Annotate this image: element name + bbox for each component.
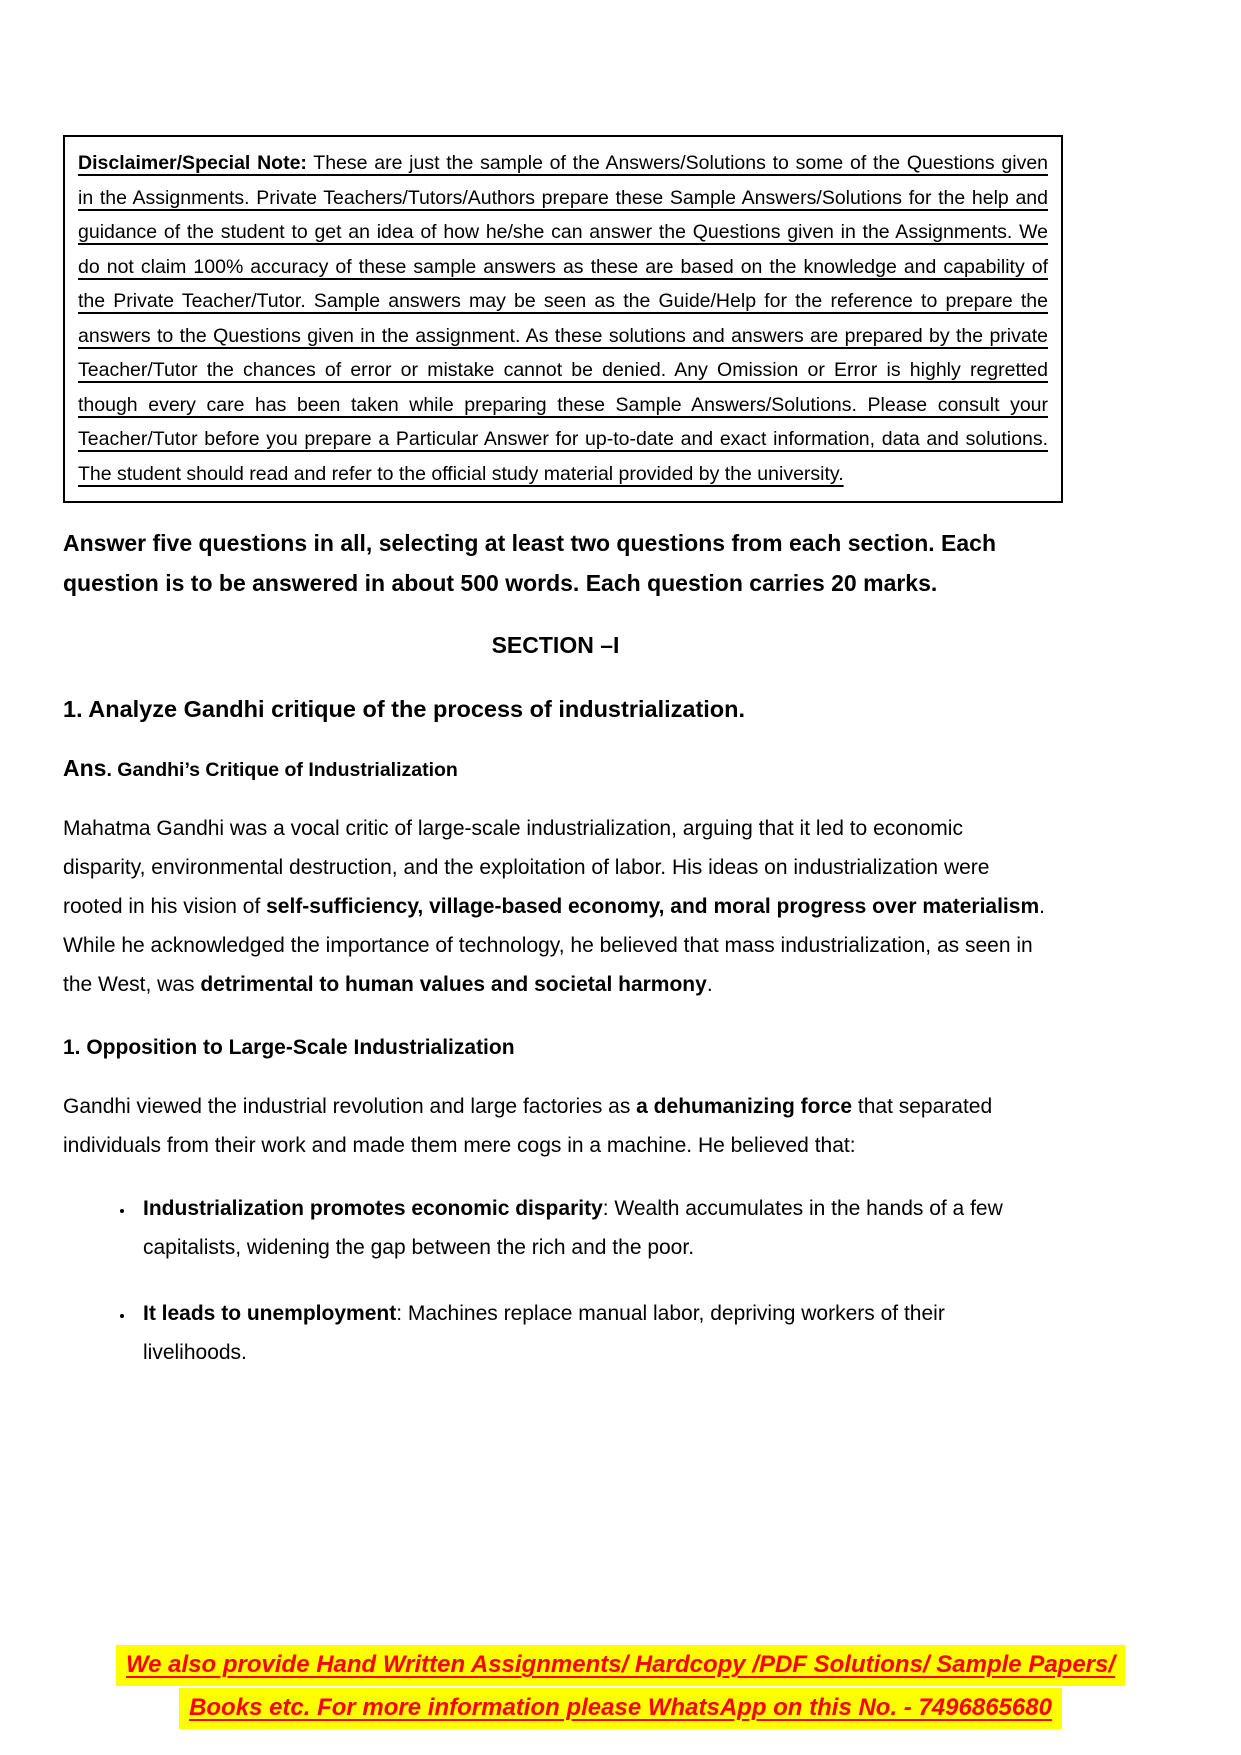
disclaimer-box (63, 135, 1063, 503)
instructions-paragraph: Answer five questions in all, selecting at least two questions from each section. Each question is to be answered in about 500 words. Each question carries 20 marks. (63, 530, 997, 596)
answer-separator: . (106, 759, 118, 781)
disclaimer-text: These are just the sample of the Answers/Solutions to some of the Questions given in the Assignments. Private Teachers/Tutors/Authors prepare these Sample Answers/Solutions for the help and guidance of the student to get an idea of how he/she can answer the Questions given in the Assignments. We do not claim 100% accuracy of these sample answers as these are based on the knowledge and capability of the Private Teacher/Tutor. Sample answers may be seen as the Guide/Help for the reference to prepare the answers to the Questions given in the assignment. As these solutions and answers are prepared by the private Teacher/Tutor the chances of error or mistake cannot be denied. Any Omission or Error is highly regretted though every care has been taken while preparing these Sample Answers/Solutions. Please consult your Teacher/Tutor before you prepare a Particular Answer for up-to-date and exact information, data and solutions. The student should read and refer to the official study material provided by the university. (78, 152, 1049, 485)
text-run-bold: It leads to unemployment (143, 1302, 397, 1325)
question-title: 1. Analyze Gandhi critique of the process of industrialization. (63, 696, 746, 722)
document-page (63, 0, 1063, 1399)
bullet-item-unemployment (135, 1294, 1048, 1372)
text-run: Mahatma Gandhi was a vocal critic of large-scale industrialization, arguing that it led to economic disparity, environmental destruction, and the exploitation of labor. His ideas on industrialization were rooted in his vision of (63, 817, 990, 918)
subheading-opposition: 1. Opposition to Large-Scale Industrialization (63, 1036, 515, 1059)
bullet-item-disparity (135, 1189, 1048, 1267)
text-run: Gandhi viewed the industrial revolution and large factories as (63, 1095, 637, 1118)
text-run-bold: detrimental to human values and societal harmony (200, 973, 707, 996)
text-run: . (706, 973, 713, 996)
bullet-list (63, 1189, 1048, 1372)
text-run-bold: self-sufficiency, village-based economy, and moral progress over materialism (266, 895, 1040, 918)
paragraph-gandhi-critique (63, 809, 1051, 1004)
footer-line-2 (0, 1688, 1241, 1729)
answer-heading: Gandhi’s Critique of Industrialization (117, 759, 458, 781)
paragraph-dehumanizing (63, 1087, 1051, 1165)
answer-label: Ans (63, 755, 107, 781)
text-run: . While he acknowledged the importance of technology, he believed that mass industrialization, as seen in the West, was (63, 895, 1045, 996)
text-run-bold: a dehumanizing force (636, 1095, 853, 1118)
footer-highlight-text: Books etc. For more information please WhatsApp on this No. - 7496865680 (179, 1688, 1062, 1729)
disclaimer-label: Disclaimer/Special Note: (78, 152, 307, 174)
footer-highlight-text: We also provide Hand Written Assignments/ Hardcopy /PDF Solutions/ Sample Papers/ (116, 1645, 1125, 1686)
section-heading: SECTION –I (491, 632, 620, 658)
text-run: : Machines replace manual labor, depriving workers of their livelihoods. (143, 1302, 945, 1364)
text-run: that separated individuals from their work and made them mere cogs in a machine. He believed that: (63, 1095, 993, 1157)
answer-heading-line (63, 751, 1063, 789)
footer-banner (0, 1643, 1241, 1729)
text-run-bold: Industrialization promotes economic disparity (143, 1197, 603, 1220)
text-run: : Wealth accumulates in the hands of a few capitalists, widening the gap between the rich and the poor. (143, 1197, 1003, 1259)
footer-line-1 (0, 1645, 1241, 1686)
